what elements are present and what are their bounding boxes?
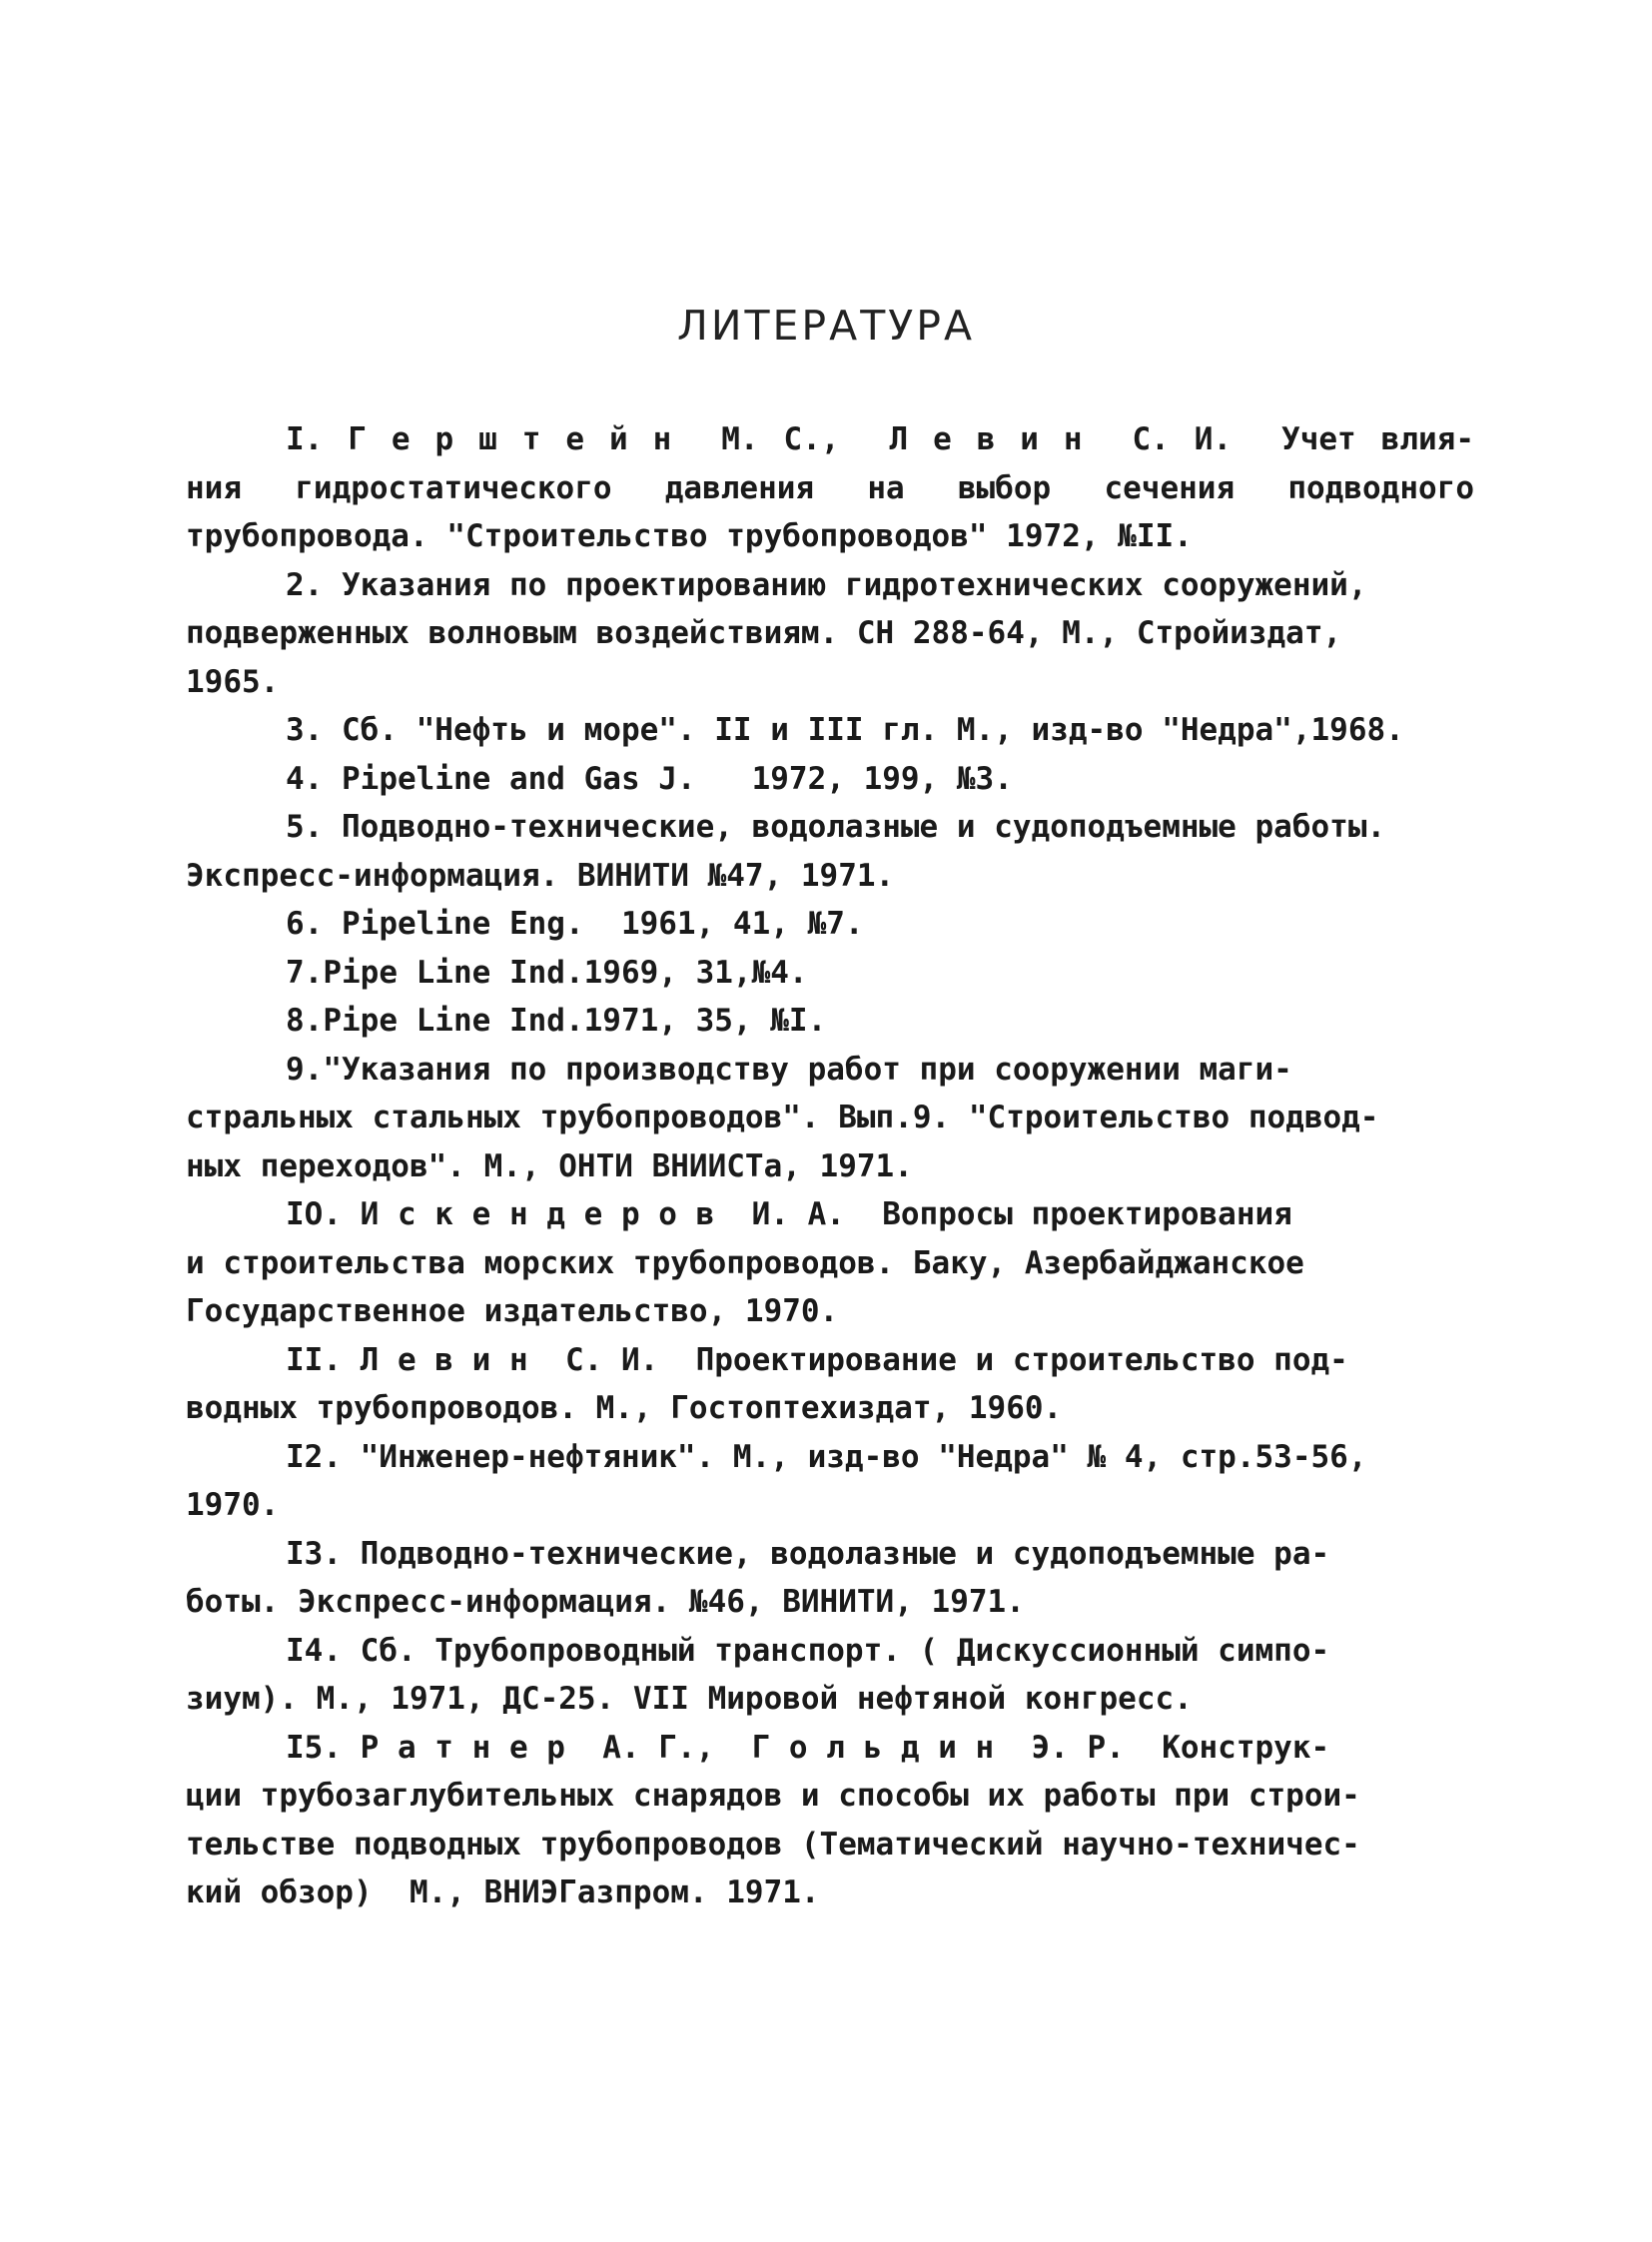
- ref-7: 7.Pipe Line Ind.1969, 31,№4.: [286, 954, 808, 991]
- ref-5-line-2: Экспресс-информация. ВИНИТИ №47, 1971.: [186, 857, 895, 894]
- ref-15-line-3: тельстве подводных трубопроводов (Тематический научно-техничес-: [186, 1826, 1360, 1863]
- ref-13-line-2: боты. Экспресс-информация. №46, ВИНИТИ, 1971.: [186, 1584, 1025, 1620]
- ref-10-line-1: IO. И с к е н д е р о в И. А. Вопросы проектирования: [286, 1196, 1292, 1232]
- ref-2-line-2: подверженных волновым воздействиям. СН 288-64, М., Стройиздат,: [186, 615, 1342, 651]
- ref-1-line-2: ния гидростатического давления на выбор сечения подводного: [186, 469, 1474, 506]
- ref-10-line-2: и строительства морских трубопроводов. Баку, Азербайджанское: [186, 1244, 1304, 1281]
- ref-6: 6. Pipeline Eng. 1961, 41, №7.: [286, 906, 864, 942]
- ref-5-line-1: 5. Подводно-технические, водолазные и судоподъемные работы.: [286, 809, 1386, 845]
- ref-12-line-2: 1970.: [186, 1487, 280, 1523]
- ref-11-line-2: водных трубопроводов. М., Гостоптехиздат, 1960.: [186, 1390, 1063, 1426]
- ref-14-line-2: зиум). М., 1971, ДС-25. VII Мировой нефтяной конгресс.: [186, 1681, 1193, 1717]
- ref-2-line-3: 1965.: [186, 663, 280, 700]
- ref-13-line-1: I3. Подводно-технические, водолазные и судоподъемные ра-: [286, 1535, 1330, 1572]
- reference-list: [186, 415, 1474, 1917]
- ref-11-line-1: II. Л е в и н С. И. Проектирование и строительство под-: [286, 1341, 1348, 1378]
- ref-14-line-1: I4. Сб. Трубопроводный транспорт. ( Дискуссионный симпо-: [286, 1632, 1330, 1669]
- ref-9-line-2: стральных стальных трубопроводов". Вып.9. "Строительство подвод-: [186, 1100, 1379, 1135]
- ref-4: 4. Pipeline and Gas J. 1972, 199, №3.: [286, 760, 1013, 797]
- ref-12-line-1: I2. "Инженер-нефтяник". М., изд-во "Недра" № 4, стр.53-56,: [286, 1438, 1367, 1475]
- page-title: ЛИТЕРАТУРА: [676, 302, 976, 350]
- ref-1-line-1: I. Г е р ш т е й н М. С., Л е в и н С. И. Учет влия-: [286, 421, 1474, 457]
- ref-10-line-3: Государственное издательство, 1970.: [186, 1293, 839, 1329]
- ref-3: 3. Сб. "Нефть и море". II и III гл. М., изд-во "Недра",1968.: [286, 712, 1404, 748]
- ref-8: 8.Pipe Line Ind.1971, 35, №I.: [286, 1003, 827, 1039]
- ref-15-line-4: кий обзор) М., ВНИЭГазпром. 1971.: [186, 1874, 820, 1910]
- ref-15-line-2: ции трубозаглубительных снарядов и способы их работы при строи-: [186, 1778, 1360, 1814]
- ref-9-line-3: ных переходов". М., ОНТИ ВНИИСТа, 1971.: [186, 1147, 913, 1184]
- ref-2-line-1: 2. Указания по проектированию гидротехнических сооружений,: [286, 566, 1367, 603]
- ref-9-line-1: 9."Указания по производству работ при сооружении маги-: [286, 1051, 1292, 1088]
- ref-1-line-3: трубопровода. "Строительство трубопроводов" 1972, №II.: [186, 518, 1193, 554]
- ref-15-line-1: I5. Р а т н е р А. Г., Г о л ь д и н Э. Р. Конструк-: [286, 1729, 1330, 1766]
